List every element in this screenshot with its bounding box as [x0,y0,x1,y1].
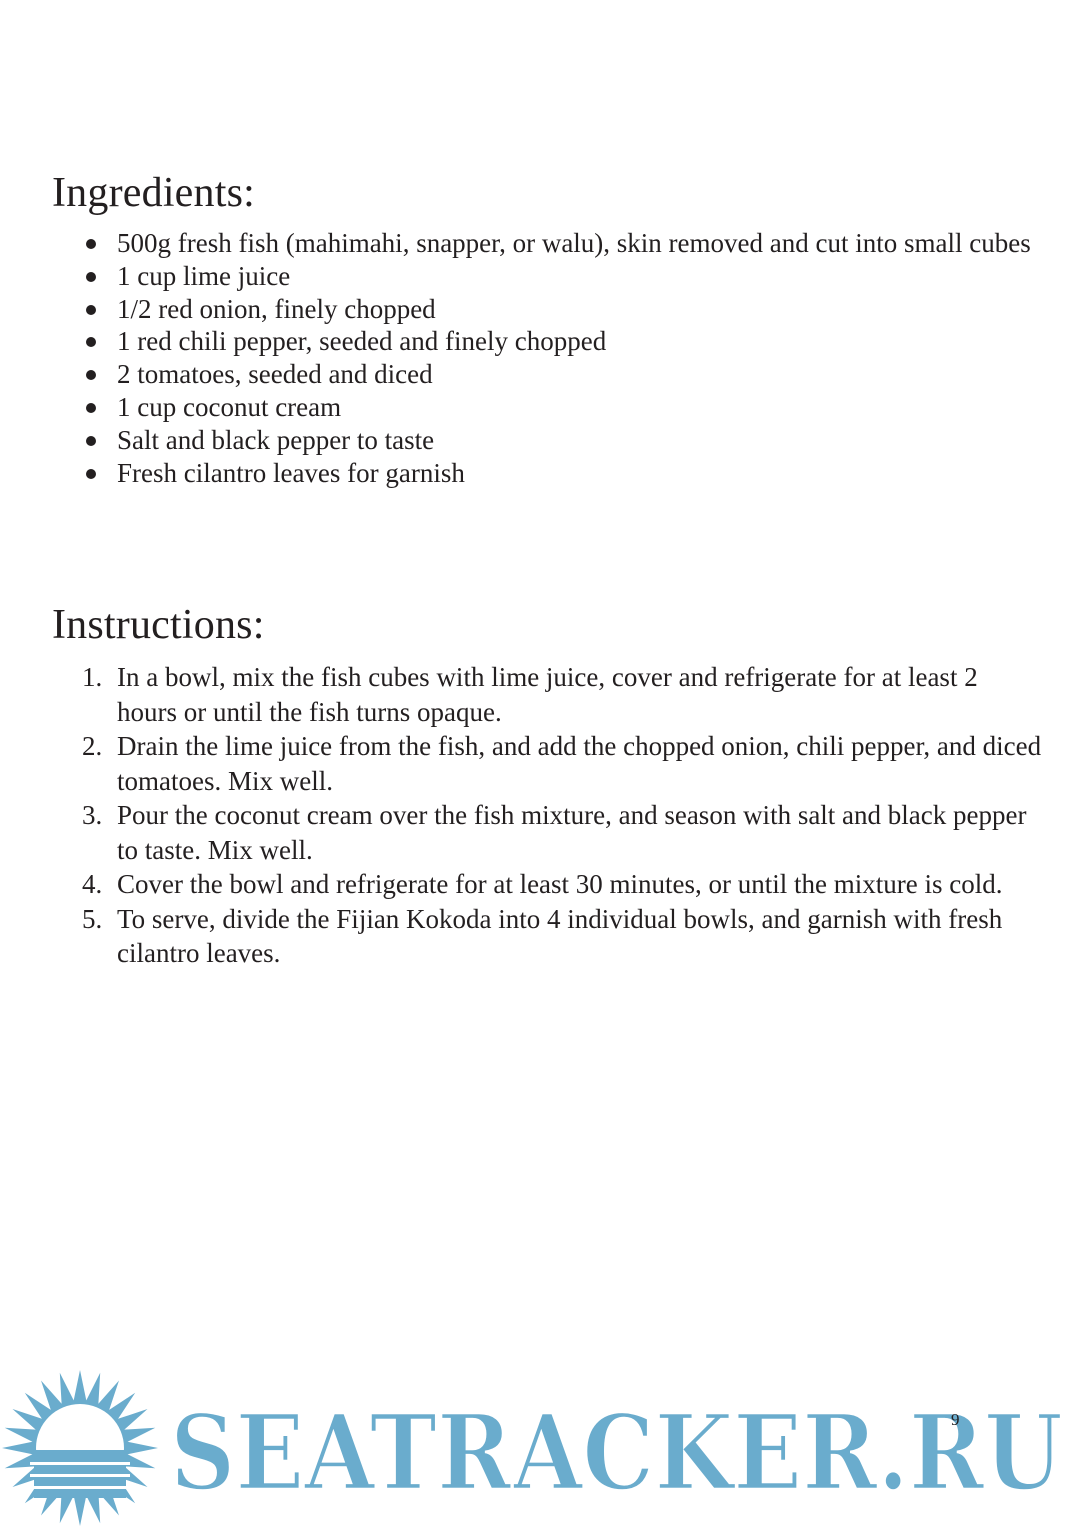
list-item: 1/2 red onion, finely chopped [117,293,1037,326]
instruction-step [82,660,1042,729]
list-item: 2 tomatoes, seeded and diced [117,358,1037,391]
wave-line [30,1486,130,1489]
list-item: 1 red chili pepper, seeded and finely chopped [117,325,1037,358]
watermark-text: SEATRACKER.RU [170,1391,1063,1514]
ingredients-list [117,227,1037,489]
instructions-heading: Instructions: [52,602,265,648]
page-number: 9 [951,1410,960,1429]
list-item: 1 cup coconut cream [117,391,1037,424]
watermark-logo [0,1365,1080,1527]
step-number: 3. [82,800,103,830]
step-text: In a bowl, mix the fish cubes with lime juice, cover and refrigerate for at least 2 hours or until the fish turns opaque. [117,662,978,727]
list-item: 500g fresh fish (mahimahi, snapper, or walu), skin removed and cut into small cubes [117,227,1037,260]
step-text: Cover the bowl and refrigerate for at least 30 minutes, or until the mixture is cold. [117,869,1003,899]
list-item: 1 cup lime juice [117,260,1037,293]
step-number: 5. [82,903,103,934]
step-number: 2. [82,731,103,761]
instruction-step [82,867,1042,902]
step-number: 1. [82,662,103,692]
step-text: Drain the lime juice from the fish, and add the chopped onion, chili pepper, and diced tomatoes. Mix well. [117,731,1042,796]
list-item: Fresh cilantro leaves for garnish [117,457,1037,490]
instruction-step [82,798,1042,867]
sun-over-sea-icon [2,1370,158,1526]
instruction-step [82,902,1042,971]
instructions-list [82,660,1042,971]
instruction-step [82,729,1042,798]
step-number: 4. [82,869,103,899]
step-text: To serve, divide the Fijian Kokoda into 4 individual bowls, and garnish with fresh cilantro leaves. [117,903,1003,968]
step-text: Pour the coconut cream over the fish mixture, and season with salt and black pepper to taste. Mix well. [117,800,1027,865]
wave-line [30,1474,130,1477]
wave-line [30,1462,130,1465]
list-item: Salt and black pepper to taste [117,424,1037,457]
ingredients-heading: Ingredients: [52,170,256,216]
